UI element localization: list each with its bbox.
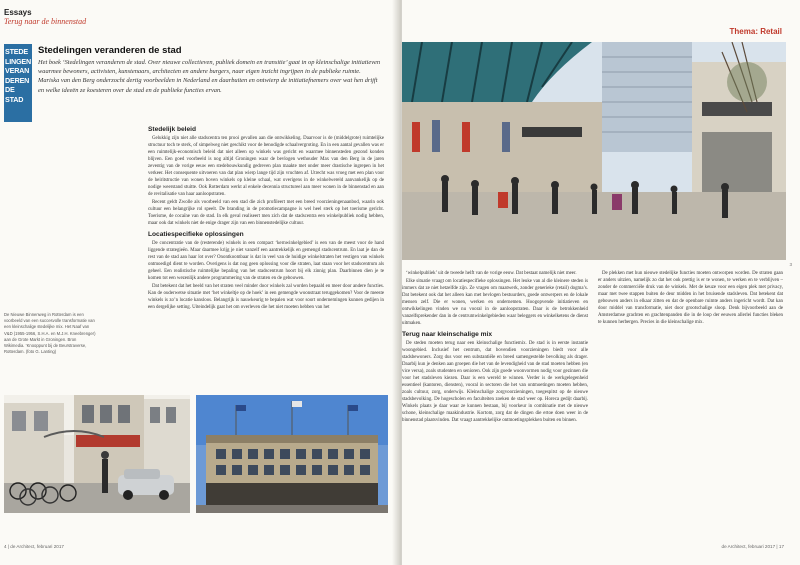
paragraph: Gelukkig zijn niet alle stadscentra ten prooi gevallen aan die ontwikkeling. Daarvoor is de (middelgrote) ruimtelijke structuur toch te sterk, of simpelweg niet geschikt voor de benodigde schaalvergroting. En in een aantal gevallen was er een ruimtelijk-economisch beleid dat niet alleen op winkels was gericht en waarmee binnensteden gezond konden blijven. Een goed voorbeeld is nog altijd Groningen waar de bevlogen wethouder Max van den Berg in de jaren zeventig van de vorige eeuw een stedebouwkundig gedreven plan maakte met onder meer drastische ingrepen in het verkeer. Het consequente uitvoeren van dat plan wierp lange tijd zijn vruchten af. Utrecht was vroeg met een plan voor de heiritstructie van wonen boven winkels op kleine schaal, wat overigens in de winkelwereld aanvankelijk op de nodige weerstand stuitte. Ook Rotterdam werkt al enkele decennia structureel aan meer wonen in de binnenstad en aan de revitalisatie van haar aanloopstraten.	[148, 136, 384, 197]
paragraph: Recent geldt Zwolle als voorbeeld van een stad die zich profileert met een breed voorzieningenaanbod, waarin ook cultuur een belangrijke rol speelt. De branding in de promotiecampagne is wel heel sterk op het toerisme gericht. Toerisme, de cocaïne van de stad. In elk geval realiseert men zich dat de stadscentra een winkelpubliek nodig hebben, maar ook dat winkels niet de enige drager zijn van een binnenstedelijke cultuur.	[148, 200, 384, 226]
theme-label: Thema: Retail	[729, 27, 782, 36]
subsection-label: Terug naar de binnenstad	[4, 17, 87, 26]
article-intro: Het boek ‘Stedelingen veranderen de stad. Over nieuwe collectieven, publiek domein en transitie’ gaat in op kleinschalige initiatieven waarmee bewoners, activisten, kunstenaars, architecten en andere burgers, naar eigen inzicht ingrijpen in de publieke ruimte. Mariska van den Berg onderzocht dertig voorbeelden in Nederland en daarbuiten en ontwierp de initiatiefnemers over wat hen drijft en welke ideeën ze koesteren over de stad en de publieke functies ervan.	[38, 59, 381, 94]
page-footer-left: 4 | de Architect, februari 2017	[4, 544, 64, 549]
body-column-left	[148, 122, 384, 312]
street-bikes-photo	[4, 395, 190, 513]
building-photo	[196, 395, 388, 513]
photo-number: 3	[789, 262, 792, 267]
logo-line: VERAN	[5, 66, 30, 75]
body-column-right-2	[598, 270, 783, 327]
logo-line: STAD	[5, 94, 24, 104]
page-footer-right: de Architect, februari 2017 | 17	[721, 544, 784, 549]
book-logo	[4, 44, 32, 122]
paragraph: Dat betekent dat het beeld van het straten veel minder door winkels zal worden bepaald en meer door andere functies. Kan de ouderwetse situatie met ‘het winkeltje op de hoek’ in een gemengde woonstraat teruggekomen? Voor de meeste winkels is zo’n locatie kansloos. Belangrijk is nauwkeurig te bepalen wat voor soort ondernemingen kunnen gedijen in een dergelijke setting. Uiteindelijk gaat het om overleven die het niet moeten hebben van het	[148, 284, 384, 310]
paragraph: De concentratie van de (resterende) winkels in een compact ‘kernwinkelgebied’ is een van de meest voor de hand liggende strategieën. Maar daarmee krijg je niet vanzelf een aantrekkelijk en gemengd stadscentrum. En laat je dan de rest van de stad aan haar lot over? Onontkoombaar is dat in veel van de huidige winkelstraten het vestigen van winkels ontmoedigd dient te worden. Overigens is dat nog geen oplossing voor die straten, laat staan voor het stadscentrum als geheel. Een realistische ruimtelijke bepaling van het stadscentrum hoort bij elk zinnig plan. Daarbinnen dien je te komen tot een wezenlijk andere programmering van de straten en de gebouwen.	[148, 241, 384, 281]
photo-caption: De Nieuwe Binnenweg in Rotterdam is een voorbeeld van een succesvolle transformatie van een kleinschalige stedelijke mix. Het Naaf van V&D (1955-1956, S.H.A. en M.J.H. Kneebrenger) aan de Grote Markt in Groningen. Bron Wikimedia. ‘Knooppunt bij de Beurstraverse, Rotterdam. (foto G. Lanting)	[4, 312, 96, 355]
logo-line: DE	[5, 85, 15, 94]
section-label: Essays	[4, 8, 32, 17]
logo-line: DEREN	[5, 75, 30, 85]
paragraph: Elke situatie vraagt om locatiespecifieke oplossingen. Het leuke van al die kleinere steden is immers dat ze niet hetzelfde zijn. Ze vragen om maatwerk, zonder generieke (retail) dogma’s. Dat betekent ook dat het alleen kan met bevlogen bestuurders, goede ontwerpers en de lokale mensen zelf. Die er wonen, werken en ondernemen. Hoogopvende initiatieven en ontwikkelingen vinden we nu vooral in de aanloopstraten. Daar is de betrokkenheid vanzelfsprekender dan in de centrumwinkelgebieden waar beleggers en winkelketens de dienst uitmaken.	[402, 279, 588, 326]
shopping-street-photo	[402, 42, 786, 260]
section-heading: Terug naar kleinschalige mix	[402, 331, 493, 338]
right-page	[402, 0, 800, 565]
paragraph: ‘winkelpubliek’ uit de tweede helft van de vorige eeuw. Dat bestaat namelijk niet meer.	[406, 271, 577, 276]
logo-line: STEDE	[5, 47, 28, 56]
paragraph: De plekken met hun nieuwe stedelijke functies moeten ontworpen worden. De straten gaan er anders uitzien, namelijk zo dat het ook prettig is er te wonen, te werken en te verblijven – zonder de commerciële druk van de winkels. Met de keuze voor een eigen plek met privacy, maar met twee stappen buiten de deur midden in het bruisende stadsleven. Dat betekent dat gebouwen anders in elkaar zitten en dat de openbare ruimte anders ingericht wordt. Dat kan door middel van transformatie, niet door grootschalige sloop. Denk bijvoorbeeld aan de Amsterdamse grachten en grachtenpanden die in de loop der eeuwen allerlei functies bleken te kunnen herbergen. Precies in die kleinschalige mix.	[598, 271, 783, 325]
section-heading: Locatiespecifieke oplossingen	[148, 231, 244, 238]
left-page	[0, 0, 398, 565]
section-heading: Stedelijk beleid	[148, 126, 197, 133]
body-column-right-1	[402, 270, 588, 425]
paragraph: De steden moeten terug naar een kleinschalige functiemix. De stad is in eerste instantie woongebied. Inclusief het centrum, dat bovendien voorzieningen biedt voor alle stadsbewoners. Zorg dus voor een substantiële en breed samengestelde bevolking als drager. Daarbij kun je denken aan groepen die het van de levendigheid van de stad moeten hebben (en vice versa), zoals studenten en senioren. Ook zijn goede woonvormen nodig voor gezinnen die voor het stadsleven kiezen. Daar is een wereld te winnen. Verder is de werkgelegenheid essentieel (kantoren, diensten), vooral in sectoren die het van ontmoetingen moeten hebben, zoals cultuur, zorg, onderwijs. Kleinschalige zorgvoorzieningen, toegespitst op de nieuwe stadsbevolking. De hogescholen en faculteiten zoeken de stad weer op. Horeca gedijt daarbij. Winkels plaats je daar waar ze kunnen bestaan, bij voorkeur in combinatie met de nieuwe schone, kleinschalige maakindustrie. Kortom, zorg dat de dingen die ertoe doen weer in de binnenstad plaatsvinden. Dat vraagt aantrekkelijke ontmoetingsplekken buiten en binnen.	[402, 341, 588, 423]
logo-line: LINGEN	[5, 56, 31, 66]
article-title: Stedelingen veranderen de stad	[38, 45, 182, 56]
